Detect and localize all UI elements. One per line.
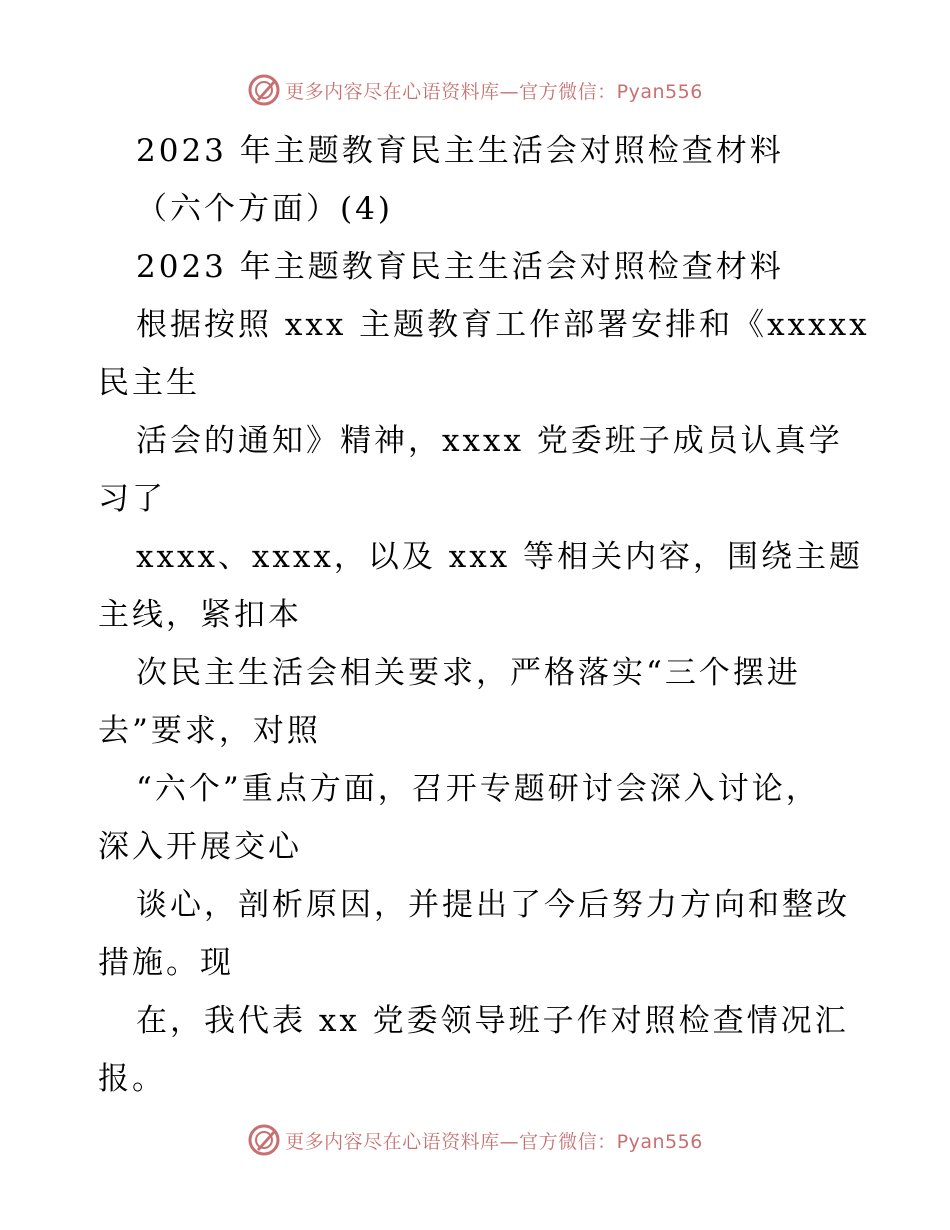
doc-title-repeat: 2023 年主题教育民主生活会对照检查材料 — [136, 249, 784, 285]
watermark-header — [0, 70, 950, 110]
paragraph-line: 去”要求，对照 — [98, 713, 321, 749]
paragraph-line: xxxx、xxxx，以及 xxx 等相关内容，围绕主题 — [136, 539, 864, 575]
paragraph-line: 活会的通知》精神，xxxx 党委班子成员认真学 — [136, 423, 843, 459]
paragraph-line: 在，我代表 xx 党委领导班子作对照检查情况汇 — [136, 1003, 849, 1039]
watermark-footer — [0, 1120, 950, 1160]
document-body — [98, 122, 868, 1108]
doc-title: 2023 年主题教育民主生活会对照检查材料 — [136, 133, 784, 169]
paragraph-line: 民主生 — [98, 365, 200, 401]
paragraph-line: 根据按照 xxx 主题教育工作部署安排和《xxxxx — [136, 307, 870, 343]
paragraph-line: “六个”重点方面，召开专题研讨会深入讨论， — [136, 771, 820, 807]
pen-logo-icon — [247, 1123, 281, 1157]
watermark-text: 更多内容尽在心语资料库—官方微信：Pyan556 — [285, 80, 703, 103]
paragraph-line: 主线，紧扣本 — [98, 597, 302, 633]
paragraph-line: 报。 — [98, 1061, 166, 1097]
paragraph-line: 习了 — [98, 481, 166, 517]
doc-subtitle: （六个方面）(4) — [136, 191, 393, 227]
paragraph-line: 深入开展交心 — [98, 829, 302, 865]
pen-logo-icon — [247, 73, 281, 107]
paragraph-line: 次民主生活会相关要求，严格落实“三个摆进 — [136, 655, 801, 691]
paragraph-line: 措施。现 — [98, 945, 234, 981]
paragraph-line: 谈心，剖析原因，并提出了今后努力方向和整改 — [136, 887, 850, 923]
watermark-text: 更多内容尽在心语资料库—官方微信：Pyan556 — [285, 1130, 703, 1153]
